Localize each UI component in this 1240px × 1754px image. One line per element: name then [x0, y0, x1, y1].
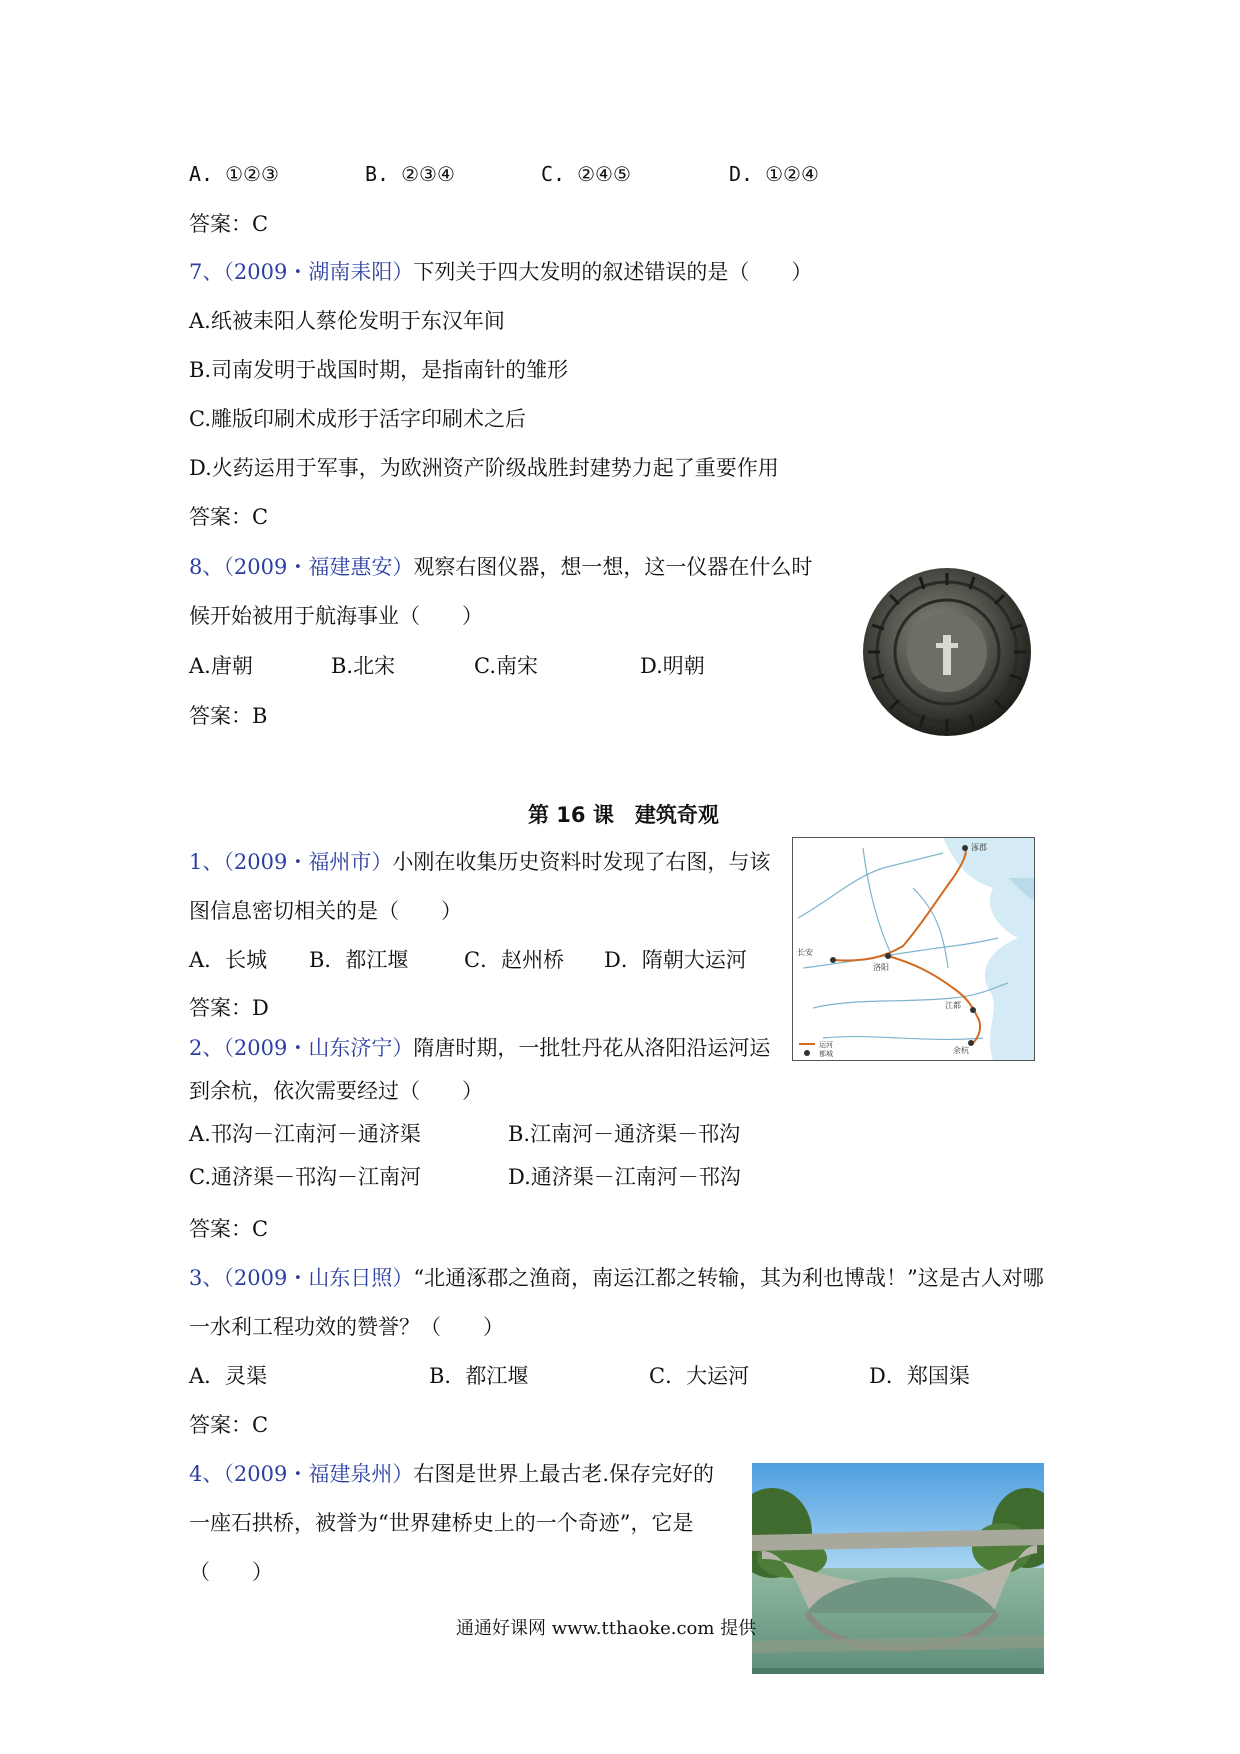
canal-map-icon	[793, 838, 1034, 1060]
q7-option-a: A.纸被耒阳人蔡伦发明于东汉年间	[189, 309, 505, 333]
l3-answer: 答案：C	[189, 1413, 269, 1437]
q7-number: 7、	[189, 260, 224, 284]
q7-question: 下列关于四大发明的叙述错误的是（ ）	[413, 260, 813, 284]
q7-answer: 答案：C	[189, 505, 269, 529]
l4-stem-line1	[189, 1460, 714, 1488]
q8-answer: 答案：B	[189, 704, 268, 728]
l1-question: 小刚在收集历史资料时发现了右图，与该	[392, 850, 771, 874]
l2-source: （2009・山东济宁）	[223, 1036, 414, 1060]
l2-question: 隋唐时期，一批牡丹花从洛阳沿运河运	[413, 1036, 771, 1060]
q6-option-a: A. ①②③	[189, 162, 279, 186]
q8-option-a: A.唐朝	[189, 654, 253, 678]
q8-stem-line2: 候开始被用于航海事业（ ）	[189, 604, 483, 628]
q8-number: 8、	[189, 555, 224, 579]
q8-question: 观察右图仪器，想一想，这一仪器在什么时	[413, 555, 813, 579]
map-legend-canal: 运河	[819, 1041, 833, 1049]
l3-source: （2009・山东日照）	[223, 1266, 414, 1290]
l1-option-a: A．长城	[189, 948, 268, 972]
l1-answer: 答案：D	[189, 996, 269, 1020]
l3-option-a: A．灵渠	[189, 1364, 268, 1388]
map-label-luoyang: 洛阳	[873, 963, 889, 972]
grand-canal-map	[792, 837, 1035, 1061]
l2-option-c: C.通济渠－邗沟－江南河	[189, 1165, 421, 1189]
l1-stem-line2: 图信息密切相关的是（ ）	[189, 899, 462, 923]
q7-option-d: D.火药运用于军事，为欧洲资产阶级战胜封建势力起了重要作用	[189, 456, 779, 480]
stone-bridge-icon	[752, 1463, 1044, 1674]
q7-source: （2009・湖南耒阳）	[223, 260, 414, 284]
lesson-title: 第 16 课 建筑奇观	[528, 803, 719, 827]
q6-option-c: C. ②④⑤	[541, 162, 631, 186]
l3-option-d: D．郑国渠	[869, 1364, 970, 1388]
l2-answer: 答案：C	[189, 1217, 269, 1241]
l1-number: 1、	[189, 850, 224, 874]
l2-option-a: A.邗沟－江南河－通济渠	[189, 1122, 421, 1146]
q8-stem-line1	[189, 553, 812, 581]
l2-option-d: D.通济渠－江南河－邗沟	[508, 1165, 741, 1189]
l1-option-d: D．隋朝大运河	[604, 948, 747, 972]
l3-stem-line2: 一水利工程功效的赞誉？（ ）	[189, 1315, 504, 1339]
l4-number: 4、	[189, 1462, 224, 1486]
stone-bridge-image	[752, 1463, 1044, 1674]
l1-stem-line1	[189, 848, 770, 876]
l4-stem-line3: （ ）	[189, 1560, 273, 1584]
l1-option-c: C．赵州桥	[464, 948, 565, 972]
l4-source: （2009・福建泉州）	[223, 1462, 414, 1486]
l4-stem-line2: 一座石拱桥，被誉为“世界建桥史上的一个奇迹”，它是	[189, 1511, 694, 1535]
l3-question: “北通涿郡之渔商，南运江都之转输，其为利也博哉！”这是古人对哪	[413, 1266, 1044, 1290]
l2-number: 2、	[189, 1036, 224, 1060]
l1-source: （2009・福州市）	[223, 850, 393, 874]
map-legend-capital: 都城	[819, 1050, 833, 1058]
q7-option-b: B.司南发明于战国时期，是指南针的雏形	[189, 358, 569, 382]
q8-option-b: B.北宋	[331, 654, 396, 678]
footer-text: 通通好课网 www.tthaoke.com 提供	[456, 1618, 757, 1639]
l3-option-c: C．大运河	[649, 1364, 750, 1388]
l4-question: 右图是世界上最古老.保存完好的	[413, 1462, 715, 1486]
compass-icon	[860, 565, 1035, 740]
map-label-yuhang: 余杭	[953, 1046, 969, 1055]
compass-image	[860, 565, 1035, 740]
q8-option-d: D.明朝	[640, 654, 705, 678]
q8-option-c: C.南宋	[474, 654, 538, 678]
q6-answer: 答案：C	[189, 212, 269, 236]
map-label-jiangdu: 江都	[945, 1001, 961, 1010]
l2-stem-line2: 到余杭，依次需要经过（ ）	[189, 1079, 483, 1103]
q6-option-b: B. ②③④	[365, 162, 455, 186]
map-label-zhuojun: 涿郡	[971, 843, 987, 852]
l3-number: 3、	[189, 1266, 224, 1290]
map-label-changan: 长安	[797, 948, 813, 957]
l3-option-b: B．都江堰	[429, 1364, 529, 1388]
l1-option-b: B．都江堰	[309, 948, 409, 972]
l2-stem-line1	[189, 1034, 770, 1062]
q6-option-d: D. ①②④	[729, 162, 819, 186]
l3-stem-line1	[189, 1264, 1044, 1292]
q7-option-c: C.雕版印刷术成形于活字印刷术之后	[189, 407, 526, 431]
q7-stem	[189, 258, 812, 286]
l2-option-b: B.江南河－通济渠－邗沟	[508, 1122, 741, 1146]
q8-source: （2009・福建惠安）	[223, 555, 414, 579]
